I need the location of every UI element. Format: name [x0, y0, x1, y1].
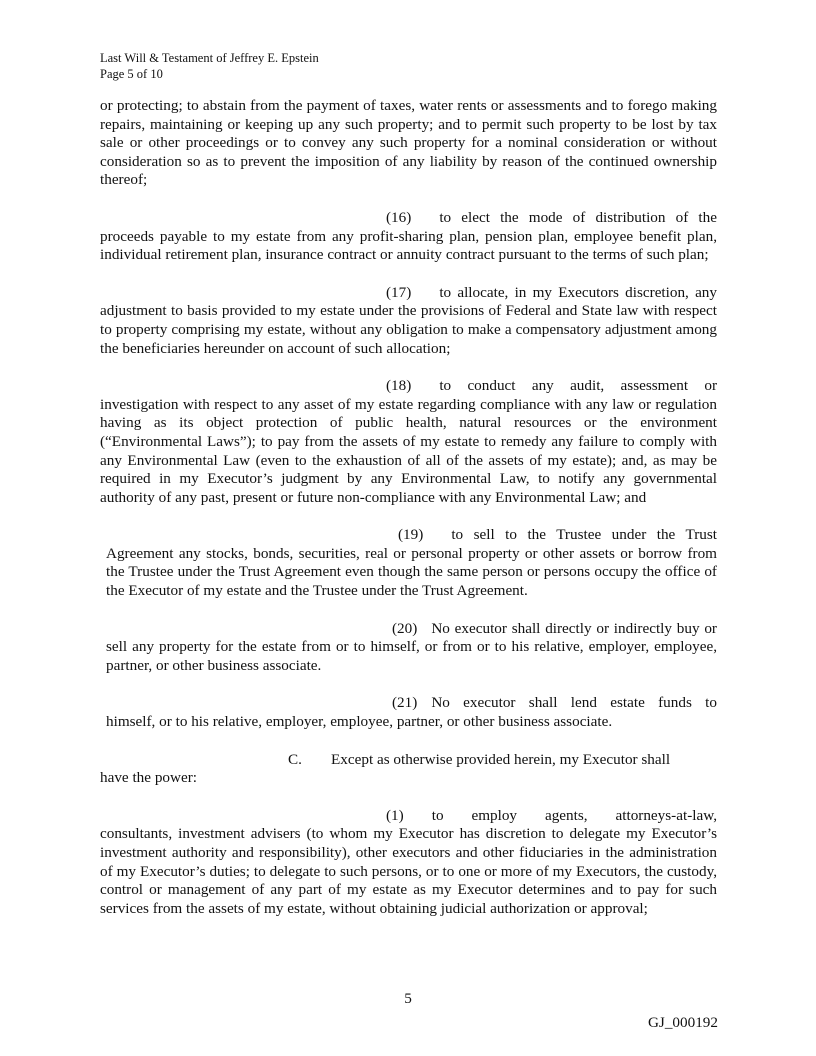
section-c-lead: Except as otherwise provided herein, my Executor shall — [331, 750, 671, 768]
section-c-letter: C. — [288, 750, 302, 768]
paragraph-16-lead: to elect the mode of distribution of the — [439, 208, 717, 226]
paragraph-17-lead: to allocate, in my Executors discretion, any — [439, 283, 717, 301]
paragraph-1-text: consultants, investment advisers (to whom my Executor has discretion to delegate my Executor’s investment authority and responsibility), other executors and other fiduciaries in the administration of my Executor’s duties; to delegate to such persons, or to one or more of my Executors, the custody, control or management of any part of my estate as my Executor determines and to pay for such services from the assets of my estate, without obtaining judicial authorization or approval; — [100, 825, 717, 917]
paragraph-19-lead: to sell to the Trustee under the Trust — [451, 526, 717, 544]
paragraph-17-text: adjustment to basis provided to my estate under the provisions of Federal and State law with respect to property comprising my estate, without any obligation to make a compensatory adjustment among the beneficiaries hereunder on account of such allocation; — [100, 302, 717, 357]
paragraph-20-text: sell any property for the estate from or to himself, or from or to his relative, employer, employee, partner, or other business associate. — [106, 638, 717, 674]
section-c-head — [288, 751, 717, 770]
document-body — [100, 97, 717, 918]
paragraph-21-text: himself, or to his relative, employer, employee, partner, or other business associate. — [106, 713, 613, 731]
paragraph-17 — [100, 284, 717, 358]
paragraph-20-head — [392, 620, 717, 639]
paragraph-20-lead: No executor shall directly or indirectly buy or — [431, 619, 717, 637]
paragraph-19 — [100, 526, 717, 600]
section-c-text: have the power: — [100, 769, 197, 787]
paragraph-16-number: (16) — [386, 208, 412, 226]
paragraph-21-number: (21) — [392, 694, 418, 712]
paragraph-18 — [100, 377, 717, 507]
header-title: Last Will & Testament of Jeffrey E. Epstein — [100, 51, 319, 65]
paragraph-1 — [100, 807, 717, 919]
paragraph-16 — [100, 209, 717, 265]
paragraph-1-number: (1) — [386, 806, 404, 824]
paragraph-17-head — [386, 284, 717, 303]
paragraph-19-text: Agreement any stocks, bonds, securities, real or personal property or other assets or borrow from the Trustee under the Trust Agreement even though the same person or persons occupy the office of the Executor of my estate and the Trustee under the Trust Agreement. — [106, 544, 717, 600]
paragraph-21 — [100, 694, 717, 731]
paragraph-21-head — [392, 694, 717, 713]
paragraph-16-text: proceeds payable to my estate from any profit-sharing plan, pension plan, employee benefit plan, individual retirement plan, insurance contract or annuity contract pursuant to the terms of such plan; — [100, 227, 717, 264]
paragraph-18-number: (18) — [386, 377, 412, 395]
page-number: 5 — [404, 990, 412, 1007]
section-c — [100, 751, 717, 788]
paragraph-19-number: (19) — [398, 526, 424, 544]
paragraph-continuation: or protecting; to abstain from the payment of taxes, water rents or assessments and to forego making repairs, maintaining or keeping up any such property; and to permit such property to be lost by tax sale or other proceedings or to convey any such property for a nominal consideration or without consideration so as to prevent the imposition of any liability by reason of the continued ownership thereof; — [100, 97, 717, 189]
paragraph-20 — [100, 620, 717, 676]
paragraph-1-head — [386, 807, 717, 826]
paragraph-18-head — [386, 377, 717, 396]
header-page-indicator: Page 5 of 10 — [100, 67, 163, 81]
paragraph-16-head — [386, 209, 717, 228]
paragraph-20-number: (20) — [392, 619, 418, 637]
paragraph-1-lead: to employ agents, attorneys-at-law, — [431, 806, 717, 824]
paragraph-17-number: (17) — [386, 283, 412, 301]
paragraph-19-head — [398, 526, 717, 545]
document-header — [100, 50, 319, 82]
paragraph-18-text: investigation with respect to any asset of my estate regarding compliance with any law or regulation having as its object protection of public health, natural resources or the environment (“Environmental Laws”); to pay from the assets of my estate to remedy any failure to comply with any Environmental Law (even to the exhaustion of all of the assets of my estate); and, as may be required in my Executor’s judgment by any Environmental Law, to notify any governmental authority of any past, present or future non-compliance with any Environmental Law; and — [100, 395, 717, 506]
paragraph-21-lead: No executor shall lend estate funds to — [431, 694, 717, 712]
paragraph-18-lead: to conduct any audit, assessment or — [439, 377, 717, 395]
bates-number: GJ_000192 — [647, 1014, 718, 1031]
